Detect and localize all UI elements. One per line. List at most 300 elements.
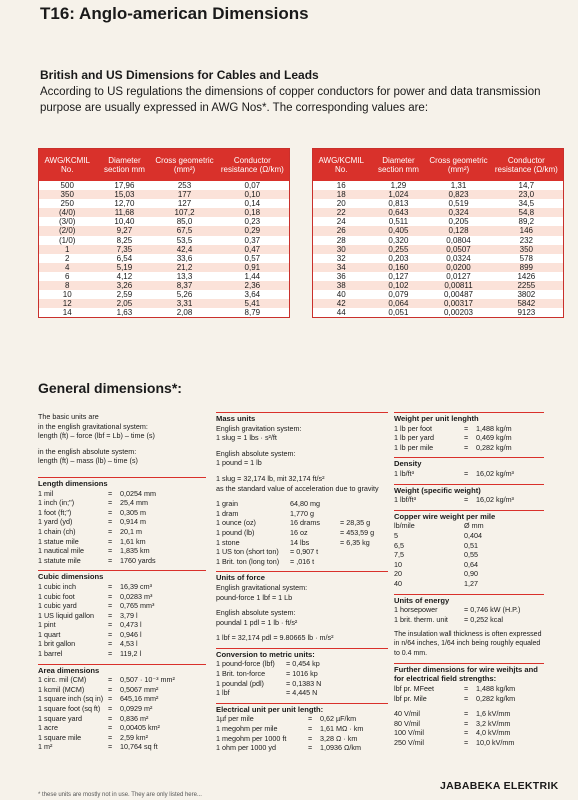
value-rows (216, 714, 388, 752)
table-cell: 38 (313, 281, 369, 290)
value-row (38, 527, 206, 537)
equals: = (108, 517, 113, 527)
unit-label: 1 cubic yard (38, 601, 77, 611)
value-row (38, 517, 206, 527)
value-row (394, 550, 544, 560)
equals: = (108, 639, 113, 649)
unit-value: = ,016 t (290, 556, 315, 566)
value-row (216, 557, 388, 567)
unit-label: 5 (394, 530, 398, 540)
table-row (39, 236, 289, 245)
unit-label: 1 m² (38, 742, 53, 752)
equals: = (108, 713, 113, 723)
value-row (394, 605, 544, 615)
col-header: Ø mm (464, 521, 484, 531)
unit-value: 1,488 kg/m (476, 423, 512, 433)
unit-label: 1 pound (lb) (216, 527, 255, 537)
value-row (216, 669, 388, 679)
unit-value: 0,507 · 10⁻³ mm² (120, 675, 175, 685)
unit-label: 1 square mile (38, 732, 82, 742)
unit-value: 10,0 kV/mm (476, 738, 515, 748)
table-cell: 0,823 (427, 190, 489, 199)
table-cell: 36 (336, 271, 346, 281)
table-row (313, 254, 563, 263)
unit-label: 1 quart (38, 629, 61, 639)
unit-label: 1 US ton (short ton) (216, 547, 279, 557)
awg-table-left (38, 148, 290, 318)
table-cell: 1,29 (390, 181, 407, 190)
unit-label: 1 dram (216, 508, 239, 518)
table-cell: 40 (336, 290, 346, 300)
awg-table-right (312, 148, 564, 318)
table-row (313, 199, 563, 208)
unit-value: = 0,454 kp (286, 659, 320, 669)
page-title: T16: Anglo-american Dimensions (40, 4, 309, 23)
value-row (38, 498, 206, 508)
table-cell: 12 (39, 299, 95, 308)
unit-label: 1 horsepower (394, 605, 438, 615)
table-cell: 0,00487 (444, 290, 473, 300)
unit-value: = 453,59 g (340, 527, 375, 537)
table-cell: 0,127 (388, 271, 409, 281)
table-cell: (4/0) (39, 208, 95, 217)
value-rows (394, 709, 544, 747)
table-cell: 1 (39, 245, 95, 254)
unit-value: 1760 yards (120, 555, 156, 565)
table-cell: (3/0) (59, 217, 76, 227)
unit-value: 3,28 Ω · km (320, 733, 358, 743)
unit-label: 1 ounce (oz) (216, 518, 256, 528)
unit-value: 1,770 g (290, 508, 314, 518)
equals: = (108, 694, 113, 704)
text-line: English absolute system: (216, 448, 296, 458)
cross-section-header: Cross geometric (mm²) (153, 149, 215, 181)
unit-label: 1 statue mile (38, 536, 79, 546)
unit-value: 10,764 sq ft (120, 742, 158, 752)
equals: = (108, 536, 113, 546)
unit-value: 14 lbs (290, 537, 310, 547)
unit-value: = 28,35 g (340, 518, 371, 528)
section-title: Area dimensions (38, 664, 206, 676)
value-row (394, 579, 544, 589)
unit-value (340, 557, 388, 567)
mass-units (216, 412, 388, 566)
table-cell: 2,08 (176, 308, 193, 318)
unit-value: = 0,907 t (290, 547, 319, 557)
table-cell: 0,079 (388, 290, 409, 300)
equals: = (108, 488, 113, 498)
section-title: Further dimensions for wire weihjts and for electrical field strengths: (394, 663, 544, 684)
unit-value: 0,914 m (120, 517, 146, 527)
table-cell: 13,3 (176, 271, 193, 281)
table-cell: 20 (336, 199, 346, 209)
section-title: Conversion to metric units: (216, 648, 388, 660)
section-title: Units of energy (394, 594, 544, 606)
table-row (39, 272, 289, 281)
resistance-header: Conductor resistance (Ω/km) (490, 149, 563, 181)
unit-value: 2,59 km² (120, 732, 148, 742)
table-cell: 1,44 (244, 271, 261, 281)
unit-value: 64,80 mg (290, 499, 320, 509)
specific-weight (394, 484, 544, 505)
unit-label: 1 megohm per 1000 ft (216, 733, 287, 743)
unit-label: 1 acre (38, 723, 58, 733)
unit-value: 0,305 m (120, 507, 146, 517)
equals: = (464, 442, 469, 452)
table-cell: 1426 (517, 271, 536, 281)
table-cell: 24 (336, 217, 346, 227)
table-cell: 6 (65, 271, 70, 281)
table-cell: 146 (490, 226, 563, 235)
unit-value: 0,473 l (120, 620, 142, 630)
table-row (39, 245, 289, 254)
unit-value: 0,282 kg/km (476, 693, 516, 703)
value-row (216, 528, 388, 538)
table-cell: 8,37 (153, 281, 215, 290)
table-row (313, 308, 563, 317)
equals: = (464, 468, 469, 478)
equals: = (308, 714, 313, 724)
equals: = (108, 507, 113, 517)
unit-label: 80 V/mil (394, 718, 420, 728)
text-line: poundal 1 pdl = 1 lb · ft/s² (216, 617, 298, 627)
value-row (38, 742, 206, 752)
length-dimensions (38, 477, 206, 565)
table-row (313, 245, 563, 254)
value-row (38, 685, 206, 695)
table-cell: 0,0324 (446, 253, 471, 263)
value-rows (216, 659, 388, 697)
table-row (313, 290, 563, 299)
unit-value (340, 499, 388, 509)
table-cell: 0,064 (369, 299, 427, 308)
unit-value: 0,0283 m³ (120, 591, 153, 601)
column-1 (38, 412, 206, 757)
table-cell: 10,40 (114, 217, 135, 227)
table-cell: 2255 (490, 281, 563, 290)
text-line: English gravitation system: (216, 423, 302, 433)
table-cell: 7,35 (95, 245, 153, 254)
table-cell: 9123 (517, 308, 536, 318)
unit-label: 1 lb per foot (394, 423, 432, 433)
unit-label: 1 Brit. ton (long ton) (216, 556, 280, 566)
unit-value: 25,4 mm (120, 498, 148, 508)
text-line: The basic units are (38, 412, 99, 421)
table-cell: 0,405 (369, 226, 427, 235)
value-row (216, 499, 388, 509)
unit-label: 1µf per mile (216, 714, 254, 724)
unit-value: = 4,445 N (286, 688, 318, 698)
unit-value: 0,946 l (120, 629, 142, 639)
table-row (313, 190, 563, 199)
copper-wire-weight (394, 510, 544, 589)
table-cell: 18 (313, 190, 369, 199)
table-cell: 53,5 (176, 235, 193, 245)
unit-label: 1 chain (ch) (38, 526, 76, 536)
text-line: length (ft) – force (lbf = Lb) – time (s) (38, 431, 155, 441)
value-row (38, 704, 206, 714)
unit-value: 4,0 kV/mm (476, 728, 511, 738)
table-cell: 0,511 (388, 217, 409, 227)
unit-label: 7,5 (394, 550, 404, 560)
unit-value: 0,836 m² (120, 713, 149, 723)
value-row (38, 582, 206, 592)
equals: = (464, 423, 469, 433)
unit-value: 1,27 (464, 578, 478, 588)
unit-label: 1 kcmil (MCM) (38, 684, 85, 694)
table-cell: 44 (336, 308, 346, 318)
equals: = (108, 610, 113, 620)
table-cell: 0,47 (216, 245, 289, 254)
unit-value: 0,765 mm³ (120, 601, 155, 611)
table-cell: 250 (60, 199, 74, 209)
unit-label: 1 square inch (sq in) (38, 694, 104, 704)
table-cell: 107,2 (153, 208, 215, 217)
text-line: length (ft) – mass (lb) – time (s) (38, 456, 138, 466)
table-cell: 0,102 (369, 281, 427, 290)
unit-value: 1,61 MΩ · km (320, 724, 364, 734)
table-row (313, 208, 563, 217)
table-cell: 1,024 (369, 190, 427, 199)
value-row (216, 714, 388, 724)
value-rows (394, 684, 544, 703)
table-cell: 0,051 (388, 308, 409, 318)
table-cell: 32 (336, 253, 346, 263)
value-row (216, 509, 388, 519)
table-cell: 14,7 (518, 181, 535, 190)
section-title: Cubic dimensions (38, 570, 206, 582)
unit-label: 1 Brit. ton-force (216, 669, 266, 679)
unit-label: 40 (394, 578, 402, 588)
table-row (39, 190, 289, 199)
value-row (38, 489, 206, 499)
resistance-header: Conductor resistance (Ω/km) (216, 149, 289, 181)
unit-value: 1,61 km (120, 536, 146, 546)
unit-label: 1 inch (in;") (38, 498, 75, 508)
unit-value: 0,55 (464, 550, 478, 560)
table-row (39, 208, 289, 217)
section-title: Weight per unit lenghth (394, 412, 544, 424)
column-2 (216, 412, 388, 758)
unit-value: 0,62 µF/km (320, 714, 357, 724)
unit-label: 1 grain (216, 499, 238, 509)
value-row (216, 659, 388, 669)
table-cell: 0,128 (427, 226, 489, 235)
intro-paragraph: According to US regulations the dimensions of copper conductors for power and data transmission purpose are usually expressed in AWG Nos*. The corresponding values are: (40, 86, 541, 114)
units-of-force (216, 571, 388, 643)
unit-value: = 0,746 kW (H.P.) (464, 605, 521, 615)
table-cell: 12,70 (114, 199, 135, 209)
value-rows (38, 675, 206, 752)
value-row (38, 694, 206, 704)
section-subtitle: British and US Dimensions for Cables and Leads (40, 68, 319, 82)
text-line: pound-force 1 lbf = 1 Lb (216, 592, 293, 602)
unit-label: 1 brit. therm. unit (394, 614, 448, 624)
equals: = (464, 684, 469, 694)
table-row (313, 181, 563, 190)
equals: = (108, 675, 113, 685)
value-rows (394, 424, 544, 453)
unit-label: 100 V/mil (394, 728, 424, 738)
table-cell: 23,0 (490, 190, 563, 199)
table-cell: 0,0127 (446, 271, 471, 281)
section-title: Weight (specific weight) (394, 484, 544, 496)
text-line: English gravitational system: (216, 582, 308, 592)
unit-label: 1 lb per mile (394, 442, 434, 452)
unit-label: 1 cubic inch (38, 581, 76, 591)
table-cell: 0,57 (244, 253, 261, 263)
table-cell: 127 (177, 199, 192, 209)
value-row (38, 630, 206, 640)
equals: = (108, 723, 113, 733)
equals: = (464, 728, 469, 738)
unit-label: 1 brit gallon (38, 639, 76, 649)
text-line: 1 lbf = 32,174 pdl = 9.80665 lb · m/s² (216, 633, 334, 643)
unit-label: 1 lb per yard (394, 433, 434, 443)
value-row (394, 728, 544, 738)
table-cell: 2,59 (116, 290, 133, 300)
table-row (313, 236, 563, 245)
equals: = (308, 724, 313, 734)
section-title: Units of force (216, 571, 388, 583)
unit-value: = 0,252 kcal (464, 614, 503, 624)
table-row (39, 308, 289, 317)
table-cell: 500 (60, 181, 74, 190)
table-cell: 0,00203 (444, 308, 473, 318)
table-row (39, 254, 289, 263)
value-row (38, 714, 206, 724)
further-dimensions (394, 663, 544, 748)
value-row (394, 495, 544, 505)
unit-value: 0,5067 mm² (120, 684, 159, 694)
unit-value: = 1016 kp (286, 669, 318, 679)
weight-per-length (394, 412, 544, 452)
table-cell: 5842 (490, 299, 563, 308)
equals: = (464, 709, 469, 719)
unit-label: 1 square yard (38, 713, 82, 723)
table-cell: 350 (39, 190, 95, 199)
value-row (394, 531, 544, 541)
table-cell: (2/0) (39, 226, 95, 235)
value-rows (38, 489, 206, 566)
unit-label: 1 cubic foot (38, 591, 75, 601)
table-cell: 0,324 (427, 208, 489, 217)
unit-value: = 0,1383 N (286, 678, 322, 688)
unit-value: 16,02 kg/m³ (476, 495, 514, 505)
unit-value: 1,6 kV/mm (476, 709, 511, 719)
table-cell: 67,5 (153, 226, 215, 235)
value-row (216, 679, 388, 689)
equals: = (108, 742, 113, 752)
unit-label: 10 (394, 559, 402, 569)
unit-value: 645,16 mm² (120, 694, 159, 704)
value-rows (38, 582, 206, 659)
equals: = (108, 555, 113, 565)
value-row (216, 547, 388, 557)
value-row (216, 743, 388, 753)
value-row (38, 733, 206, 743)
unit-value: 0,51 (464, 540, 478, 550)
table-cell: 177 (153, 190, 215, 199)
value-rows (394, 531, 544, 589)
electrical-units (216, 703, 388, 753)
table-cell: 15,03 (95, 190, 153, 199)
conversion-metric (216, 648, 388, 698)
table-cell: 8 (39, 281, 95, 290)
value-row (394, 469, 544, 479)
copper-header-row (394, 521, 544, 531)
unit-value: 119,2 l (120, 649, 142, 659)
equals: = (108, 601, 113, 611)
table-cell: 3802 (517, 290, 536, 300)
table-cell: 0,205 (448, 217, 469, 227)
table-row (313, 217, 563, 226)
table-cell: 232 (519, 235, 534, 245)
section-title: Length dimensions (38, 477, 206, 489)
table-row (313, 226, 563, 235)
table-cell: 253 (177, 181, 192, 190)
unit-label: 1 stone (216, 537, 240, 547)
table-cell: 4 (39, 263, 95, 272)
value-row (38, 592, 206, 602)
table-cell: 0,14 (244, 199, 261, 209)
unit-label: 1 pint (38, 620, 56, 630)
value-row (216, 724, 388, 734)
unit-value (340, 547, 388, 557)
table-row (39, 217, 289, 226)
value-row (394, 684, 544, 694)
value-row (216, 518, 388, 528)
value-row (394, 719, 544, 729)
table-cell: 33,6 (176, 253, 193, 263)
unit-value: 1,835 km (120, 546, 150, 556)
table-cell: 8,79 (244, 308, 261, 318)
table-cell: 0,10 (216, 190, 289, 199)
table-cell: 9,27 (95, 226, 153, 235)
value-row (394, 560, 544, 570)
awg-header: AWG/KCMIL No. (39, 149, 95, 181)
section-title: Density (394, 457, 544, 469)
table-cell: 0,320 (388, 235, 409, 245)
unit-value: 16 drams (290, 518, 320, 528)
unit-label: 1 megohm per mile (216, 724, 278, 734)
table-cell: 5,41 (216, 299, 289, 308)
value-row (394, 694, 544, 704)
value-row (216, 734, 388, 744)
table-cell: 2,05 (95, 299, 153, 308)
unit-label: lbf pr. MFeet (394, 684, 434, 694)
table-cell: 3,26 (95, 281, 153, 290)
unit-value: 0,0929 m² (120, 704, 153, 714)
equals: = (108, 526, 113, 536)
awg-header: AWG/KCMIL No. (313, 149, 369, 181)
unit-value: 3,2 kV/mm (476, 718, 511, 728)
unit-value: 1,0936 Ω/km (320, 743, 361, 753)
unit-label: 1 poundal (pdl) (216, 678, 264, 688)
equals: = (464, 433, 469, 443)
unit-label: 20 (394, 569, 402, 579)
equals: = (464, 693, 469, 703)
table-cell: 85,0 (176, 217, 193, 227)
table-cell: 11,68 (95, 208, 153, 217)
table-cell: 4,12 (116, 271, 133, 281)
table-cell: 54,8 (490, 208, 563, 217)
footnote: * these units are mostly not in use. They are only listed here... (38, 792, 202, 798)
value-row (38, 723, 206, 733)
unit-label: 1 lb/ft³ (394, 468, 414, 478)
unit-label: 1 circ. mil (CM) (38, 675, 87, 685)
table-cell: 0,0200 (427, 263, 489, 272)
